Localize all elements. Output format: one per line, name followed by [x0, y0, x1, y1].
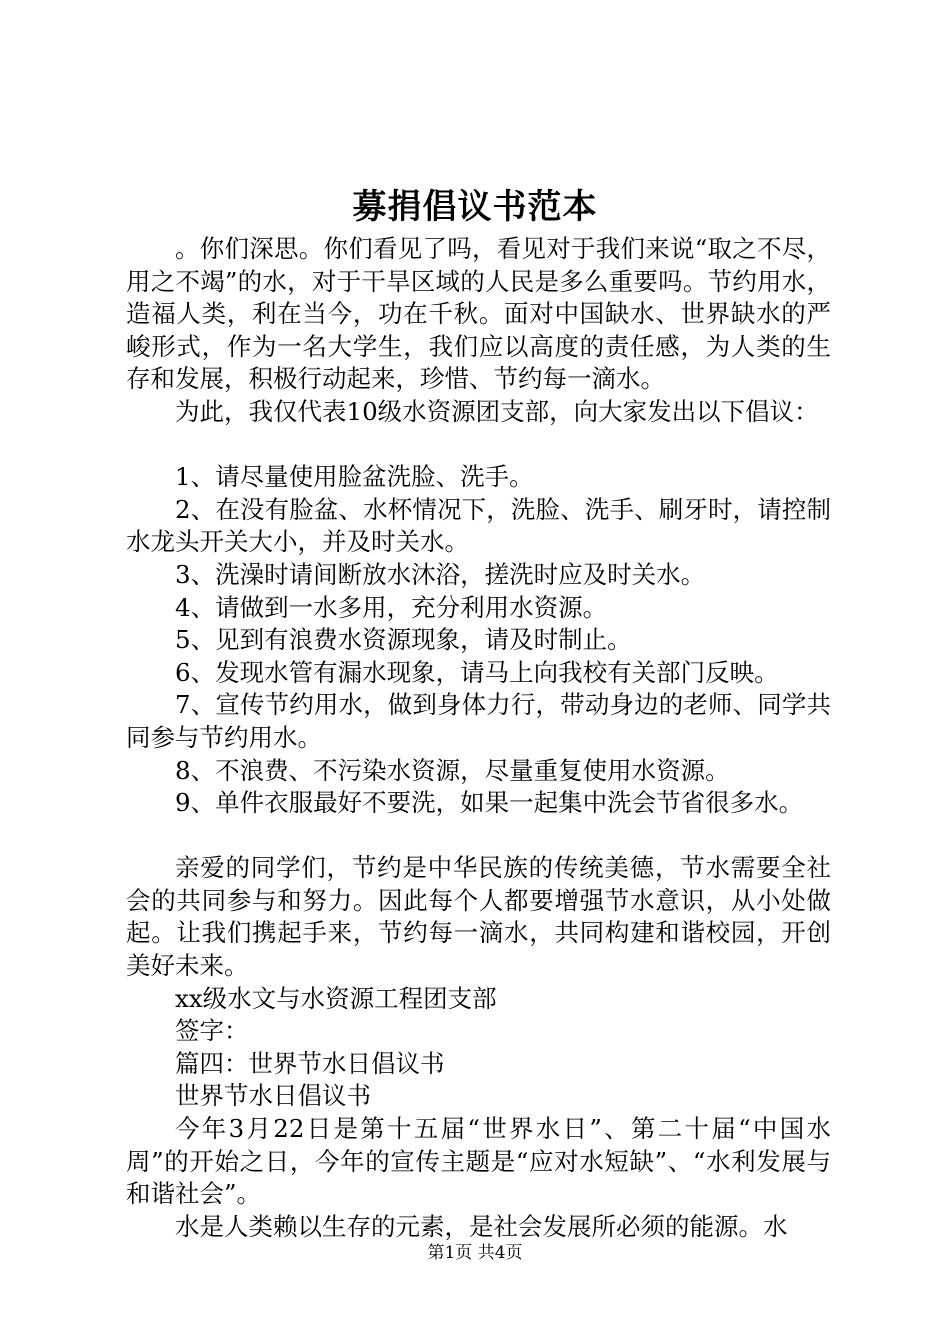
proposal-item-9: 9、单件衣服最好不要洗，如果一起集中洗会节省很多水。 [175, 788, 804, 818]
proposal-item-8: 8、不浪费、不污染水资源，尽量重复使用水资源。 [175, 755, 730, 785]
paragraph-intro: 。你们深思。你们看见了吗，看见对于我们来说“取之不尽，用之不竭”的水，对于干旱区域的人民是多么重要吗。节约用水，造福人类，利在当今，功在千秋。面对中国缺水、世界缺水的严峻形式，作为一名大学生，我们应以高度的责任感，为人类的生存和发展，积极行动起来，珍惜、节约每一滴水。 [126, 234, 831, 394]
proposal-item-2: 2、在没有脸盆、水杯情况下，洗脸、洗手、刷牙时，请控制水龙头开关大小，并及时关水。 [126, 494, 831, 557]
section-heading: 篇四：世界节水日倡议书 [175, 1048, 445, 1078]
section-title: 世界节水日倡议书 [175, 1081, 371, 1111]
document-title: 募捐倡议书范本 [352, 187, 598, 227]
signature-org: xx级水文与水资源工程团支部 [175, 983, 497, 1013]
paragraph-water-day: 今年3月22日是第十五届“世界水日”、第二十届“中国水周”的开始之日，今年的宣传主题是“应对水短缺”、“水利发展与和谐社会”。 [126, 1114, 831, 1209]
proposal-item-4: 4、请做到一水多用，充分利用水资源。 [175, 592, 608, 622]
proposal-item-3: 3、洗澡时请间断放水沐浴，搓洗时应及时关水。 [175, 559, 706, 589]
signature-label: 签字： [175, 1016, 249, 1046]
blank-line [126, 429, 831, 462]
document-body [126, 233, 831, 1243]
paragraph-water-importance: 水是人类赖以生存的元素，是社会发展所必须的能源。水 [175, 1211, 788, 1241]
page-number-footer: 第1页 共4页 [427, 1243, 523, 1263]
proposal-item-5: 5、见到有浪费水资源现象，请及时制止。 [175, 625, 632, 655]
paragraph-closing: 亲爱的同学们，节约是中华民族的传统美德，节水需要全社会的共同参与和努力。因此每个人都要增强节水意识，从小处做起。让我们携起手来，节约每一滴水，共同构建和谐校园，开创美好未来。 [126, 853, 831, 981]
paragraph-proposal-lead: 为此，我仅代表10级水资源团支部，向大家发出以下倡议： [175, 396, 819, 426]
blank-line [126, 820, 831, 853]
proposal-item-7: 7、宣传节约用水，做到身体力行，带动身边的老师、同学共同参与节约用水。 [126, 690, 831, 752]
proposal-item-1: 1、请尽量使用脸盆洗脸、洗手。 [175, 462, 534, 492]
proposal-item-6: 6、发现水管有漏水现象，请马上向我校有关部门反映。 [175, 657, 779, 687]
